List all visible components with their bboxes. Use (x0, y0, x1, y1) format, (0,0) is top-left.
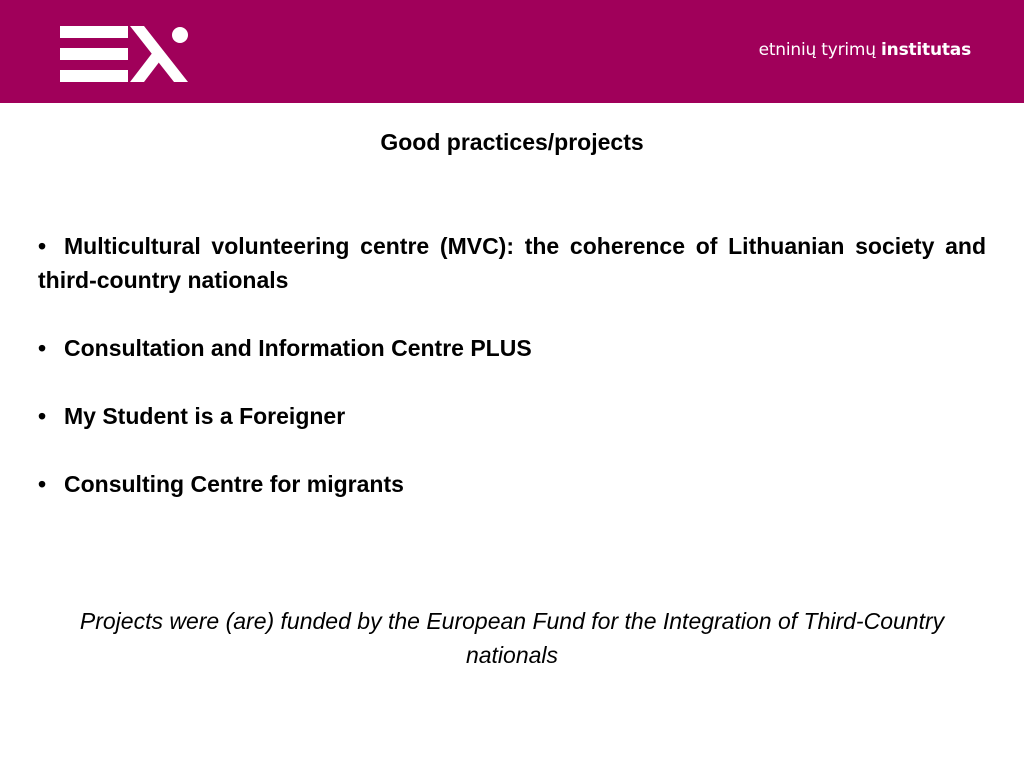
funding-note: Projects were (are) funded by the European Fund for the Integration of Third-Country nationals (79, 608, 945, 668)
bullet-icon: • (38, 403, 47, 429)
institute-name-bold: institutas (881, 40, 971, 60)
bullet-icon: • (38, 471, 47, 497)
list-item (38, 399, 986, 433)
list-item-text: Multicultural volunteering centre (MVC): the coherence of Lithuanian society and third-country nationals (38, 233, 986, 293)
header-bar (0, 0, 1024, 103)
list-item-text: Consultation and Information Centre PLUS (64, 335, 532, 361)
list-item (38, 331, 986, 365)
bullet-icon: • (38, 233, 47, 259)
list-item-text: Consulting Centre for migrants (64, 471, 404, 497)
institute-name-regular: etninių tyrimų (758, 40, 882, 60)
list-item (38, 467, 986, 501)
list-item (38, 229, 986, 297)
institute-name (759, 40, 971, 60)
list-item-text: My Student is a Foreigner (64, 403, 346, 429)
ei-logo-icon (60, 26, 190, 82)
slide-title: Good practices/projects (380, 129, 644, 155)
bullet-icon: • (38, 335, 47, 361)
project-list (38, 229, 986, 501)
